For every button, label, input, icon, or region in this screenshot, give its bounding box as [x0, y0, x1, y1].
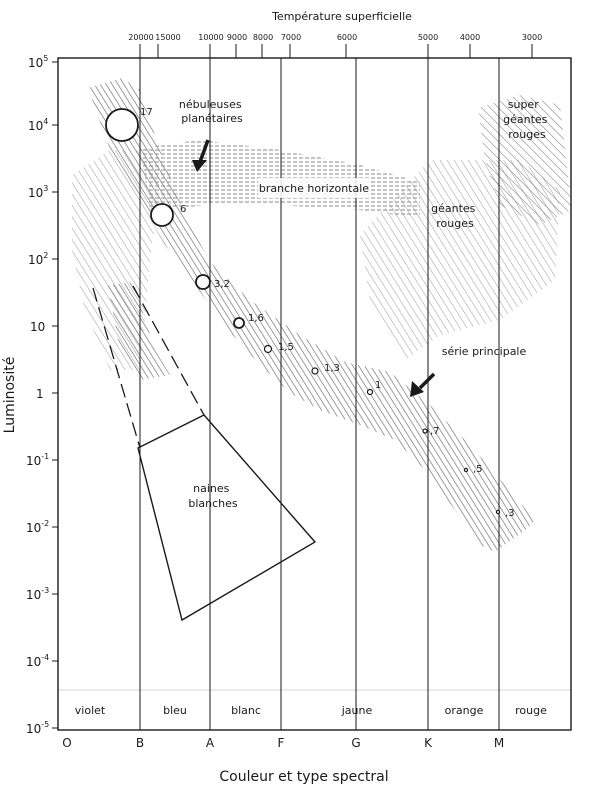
- band-violet: violet: [74, 704, 106, 717]
- y-tick-labels: [26, 54, 49, 736]
- star-label: 3,2: [214, 279, 230, 290]
- color-band-labels: [75, 704, 547, 717]
- star-label: ,3: [505, 508, 515, 519]
- y-tick-label: $10^{-4}$: [26, 653, 50, 669]
- y-tick-label: $10^{-2}$: [26, 519, 50, 535]
- top-tick-label: 8000: [252, 33, 274, 42]
- y-tick-label: 10: [30, 320, 46, 334]
- x-tick-label: F: [277, 736, 285, 750]
- star-marker: [368, 390, 373, 395]
- top-tick-label: 15000: [155, 33, 181, 42]
- x-tick-label: B: [135, 736, 145, 750]
- star-marker: [234, 318, 244, 328]
- label-geantes: géantes rouges: [431, 202, 476, 230]
- label-branche-horizontale: branche horizontale: [258, 182, 370, 195]
- main-sequence-arrow: [410, 374, 434, 397]
- top-axis-title: Température superficielle: [272, 10, 412, 23]
- y-tick-label: $10^{-1}$: [26, 452, 50, 468]
- y-tick-label: $10^2$: [28, 251, 49, 267]
- top-axis-ticks: [140, 44, 532, 58]
- band-orange: orange: [444, 704, 484, 717]
- top-tick-labels: [128, 33, 542, 42]
- y-axis-ticks: [52, 62, 58, 728]
- top-tick-label: 6000: [336, 33, 358, 42]
- star-label: 6: [180, 204, 187, 215]
- y-tick-label: $10^5$: [28, 54, 49, 70]
- y-tick-label: $10^4$: [28, 117, 49, 133]
- x-tick-label: M: [493, 736, 505, 750]
- star-marker: [464, 468, 467, 471]
- top-tick-label: 20000: [128, 33, 154, 42]
- band-rouge: rouge: [515, 704, 547, 717]
- star-label: ,5: [473, 464, 483, 475]
- top-tick-label: 10000: [198, 33, 224, 42]
- star-label: 1: [375, 380, 382, 391]
- y-tick-label: $10^3$: [28, 184, 49, 200]
- star-marker: [265, 346, 272, 353]
- label-naines-blanches: naines blanches: [188, 482, 238, 510]
- star-marker: [496, 510, 499, 513]
- band-blanc: blanc: [231, 704, 261, 717]
- top-tick-label: 4000: [459, 33, 481, 42]
- star-label: 1,6: [248, 313, 264, 324]
- label-serie-principale: série principale: [441, 345, 527, 358]
- white-dwarf-box: [138, 415, 315, 620]
- x-tick-label: O: [62, 736, 72, 750]
- y-axis-title: Luminosité: [2, 356, 18, 434]
- star-label: ,7: [430, 426, 440, 437]
- y-tick-label: $10^{-3}$: [26, 586, 50, 602]
- y-tick-label: $10^{-5}$: [26, 720, 50, 736]
- band-bleu: bleu: [163, 704, 187, 717]
- top-tick-label: 7000: [280, 33, 302, 42]
- label-nebuleuses: nébuleuses planétaires: [178, 98, 243, 125]
- y-tick-label: 1: [36, 387, 44, 401]
- label-supergeantes: super géantes rouges: [503, 98, 548, 141]
- star-label: 1,3: [324, 363, 340, 374]
- star-marker: [196, 275, 210, 289]
- x-axis-title: Couleur et type spectral: [219, 769, 389, 785]
- star-marker: [423, 429, 427, 433]
- x-tick-labels: [62, 736, 504, 750]
- x-tick-label: A: [205, 736, 215, 750]
- band-jaune: jaune: [341, 704, 373, 717]
- x-tick-label: G: [351, 736, 361, 750]
- star-label: 1,5: [278, 342, 294, 353]
- top-tick-label: 3000: [521, 33, 543, 42]
- top-tick-label: 5000: [417, 33, 439, 42]
- star-marker: [106, 109, 138, 141]
- x-tick-label: K: [424, 736, 432, 750]
- star-label: 17: [140, 107, 153, 118]
- top-tick-label: 9000: [226, 33, 248, 42]
- star-marker: [312, 368, 318, 374]
- star-marker: [151, 204, 173, 226]
